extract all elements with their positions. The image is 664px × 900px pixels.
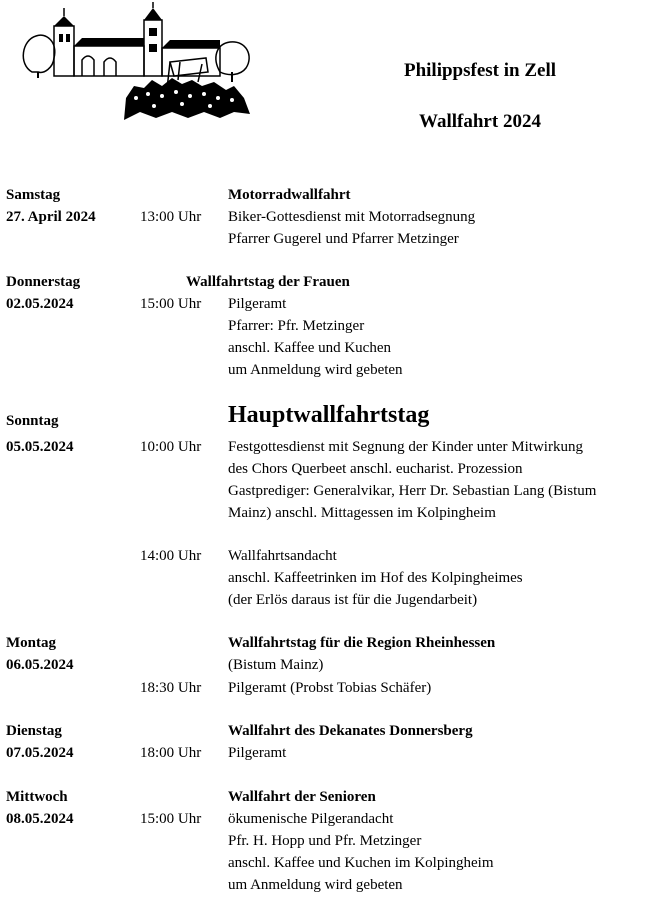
event-line: (Bistum Mainz) <box>228 657 324 673</box>
event-line: um Anmeldung wird gebeten <box>228 362 403 378</box>
event-day: Montag <box>6 635 56 651</box>
page-title: Philippsfest in Zell <box>403 60 557 81</box>
event-date: 27. April 2024 <box>6 209 96 225</box>
event-line: Pfarrer Gugerel und Pfarrer Metzinger <box>228 231 459 247</box>
event-line: Pilgeramt <box>228 745 287 761</box>
event-time: 15:00 Uhr <box>140 296 202 312</box>
event-time: 18:00 Uhr <box>140 745 202 761</box>
event-line: (der Erlös daraus ist für die Jugendarbeit) <box>228 592 478 608</box>
page-subtitle: Wallfahrt 2024 <box>419 111 541 132</box>
event-day: Dienstag <box>6 723 62 739</box>
event-line: anschl. Kaffee und Kuchen im Kolpingheim <box>228 855 494 871</box>
event-heading: Wallfahrtstag der Frauen <box>186 274 350 290</box>
event-heading: Motorradwallfahrt <box>228 187 351 203</box>
event-day: Samstag <box>6 187 61 203</box>
event-time: 10:00 Uhr <box>140 439 202 455</box>
event-line: um Anmeldung wird gebeten <box>228 877 403 893</box>
event-heading: Wallfahrt des Dekanates Donnersberg <box>228 723 473 739</box>
event-time: 13:00 Uhr <box>140 209 202 225</box>
event-date: 06.05.2024 <box>6 657 74 673</box>
church-procession-illustration <box>20 2 260 120</box>
event-line: Pfarrer: Pfr. Metzinger <box>228 318 365 334</box>
event-line: Biker-Gottesdienst mit Motorradsegnung <box>228 209 476 225</box>
event-day: Sonntag <box>6 413 59 429</box>
event-line: Pilgeramt <box>228 296 287 312</box>
event-day: Mittwoch <box>6 789 68 805</box>
event-line: ökumenische Pilgerandacht <box>228 811 394 827</box>
event-line: Gastprediger: Generalvikar, Herr Dr. Sebastian Lang (Bistum <box>228 483 597 499</box>
event-date: 08.05.2024 <box>6 811 74 827</box>
event-time: 14:00 Uhr <box>140 548 202 564</box>
event-line: Festgottesdienst mit Segnung der Kinder unter Mitwirkung <box>228 439 583 455</box>
event-line: anschl. Kaffeetrinken im Hof des Kolpingheimes <box>228 570 523 586</box>
event-line: Wallfahrtsandacht <box>228 548 337 564</box>
event-date: 07.05.2024 <box>6 745 74 761</box>
event-line: Mainz) anschl. Mittagessen im Kolpingheim <box>228 505 496 521</box>
event-date: 05.05.2024 <box>6 439 74 455</box>
event-heading: Wallfahrtstag für die Region Rheinhessen <box>228 635 496 651</box>
event-time: 18:30 Uhr <box>140 680 202 696</box>
event-line: Pfr. H. Hopp und Pfr. Metzinger <box>228 833 422 849</box>
event-time: 15:00 Uhr <box>140 811 202 827</box>
event-line: Pilgeramt (Probst Tobias Schäfer) <box>228 680 432 696</box>
event-date: 02.05.2024 <box>6 296 74 312</box>
event-line: anschl. Kaffee und Kuchen <box>228 340 391 356</box>
event-heading: Hauptwallfahrtstag <box>228 402 430 428</box>
event-heading: Wallfahrt der Senioren <box>228 789 376 805</box>
event-day: Donnerstag <box>6 274 81 290</box>
event-line: des Chors Querbeet anschl. eucharist. Prozession <box>228 461 523 477</box>
